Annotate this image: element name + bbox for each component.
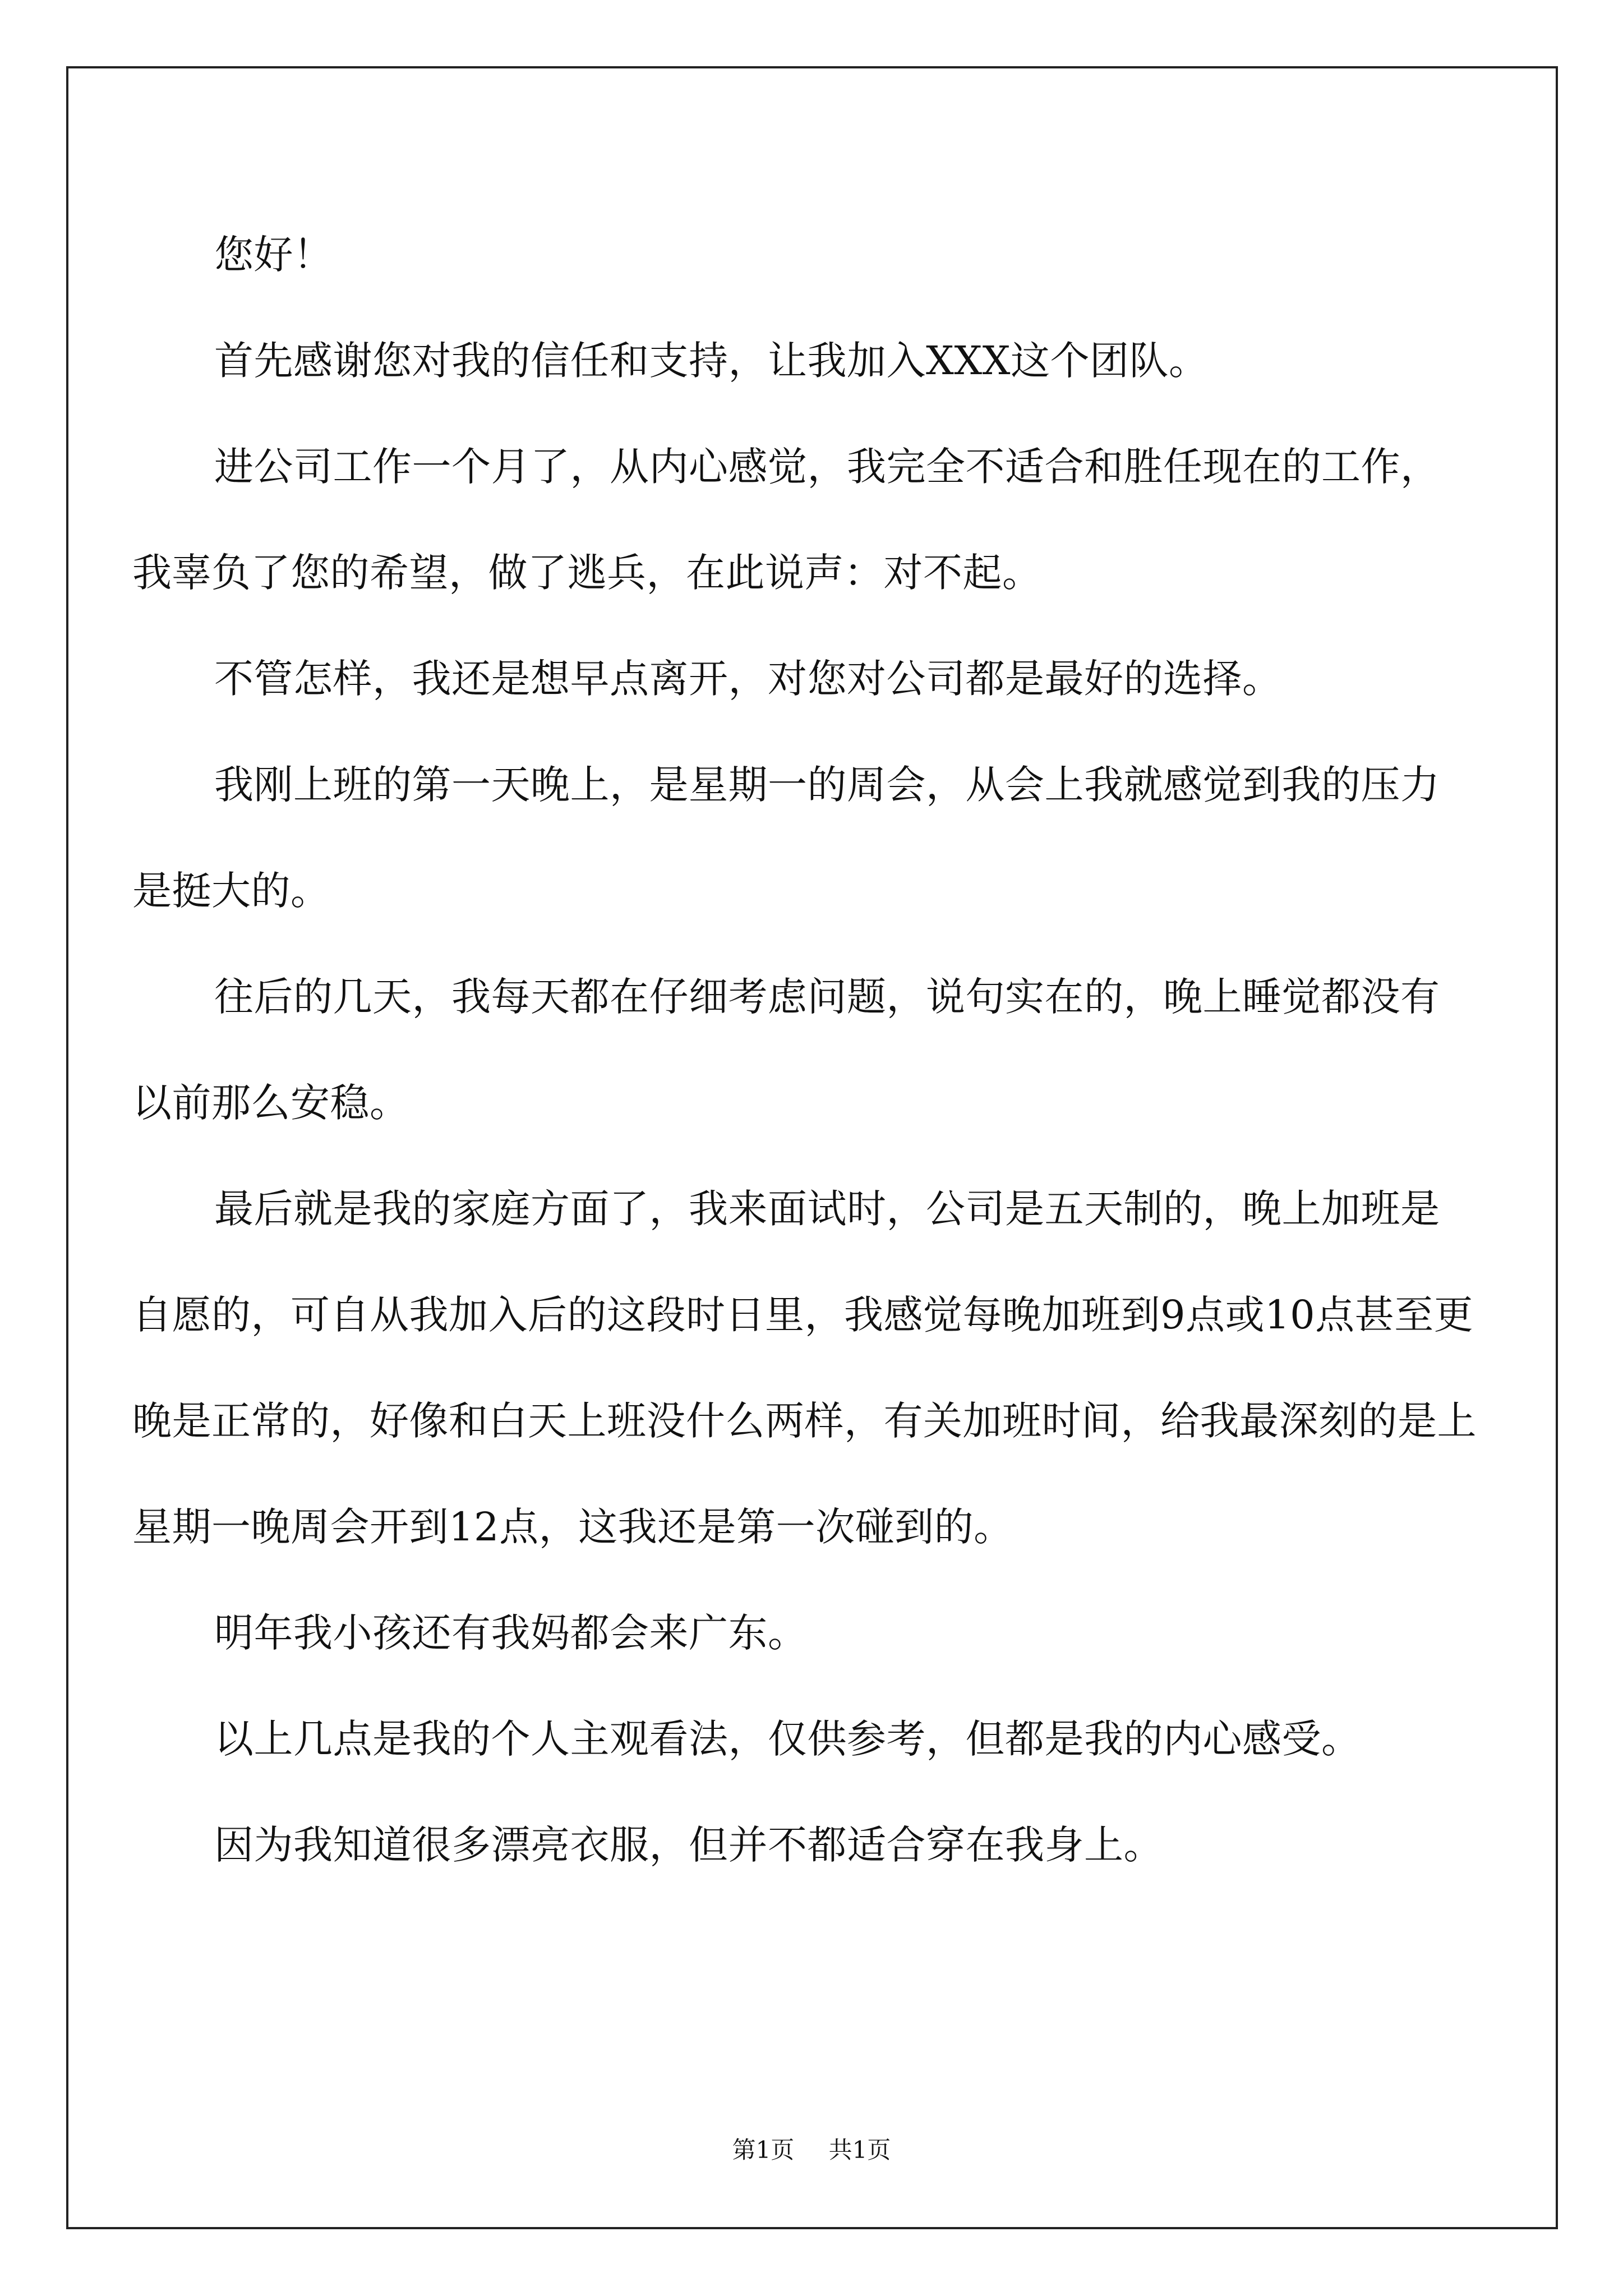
- paragraph-2: 进公司工作一个月了，从内心感觉，我完全不适合和胜任现在的工作，我辜负了您的希望，做了逃兵，在此说声：对不起。: [132, 444, 1440, 596]
- paragraph-6: 最后就是我的家庭方面了，我来面试时，公司是五天制的，晚上加班是自愿的，可自从我加入后的这段时日里，我感觉每晚加班到9点或10点甚至更晚是正常的，好像和白天上班没什么两样，有关加班时间，给我最深刻的是上星期一晚周会开到12点，这我还是第一次碰到的。: [132, 1186, 1477, 1550]
- paragraph-8: 以上几点是我的个人主观看法，仅供参考，但都是我的内心感受。: [214, 1716, 1361, 1762]
- paragraph-5: 往后的几天，我每天都在仔细考虑问题，说句实在的，晚上睡觉都没有以前那么安稳。: [132, 974, 1440, 1126]
- paragraph-3: 不管怎样，我还是想早点离开，对您对公司都是最好的选择。: [214, 656, 1282, 702]
- paragraph-greeting: 您好！: [214, 232, 333, 278]
- page-number-total: 共1页: [828, 2136, 891, 2164]
- paragraph-7: 明年我小孩还有我妈都会来广东。: [214, 1610, 808, 1656]
- paragraph-4: 我刚上班的第一天晚上，是星期一的周会，从会上我就感觉到我的压力是挺大的。: [132, 762, 1440, 914]
- paragraph-9: 因为我知道很多漂亮衣服，但并不都适合穿在我身上。: [214, 1822, 1163, 1868]
- document-body: [132, 202, 1478, 1898]
- page-footer: [0, 2132, 1623, 2165]
- page-number-current: 第1页: [732, 2136, 795, 2164]
- paragraph-1: 首先感谢您对我的信任和支持，让我加入XXX这个团队。: [214, 338, 1209, 384]
